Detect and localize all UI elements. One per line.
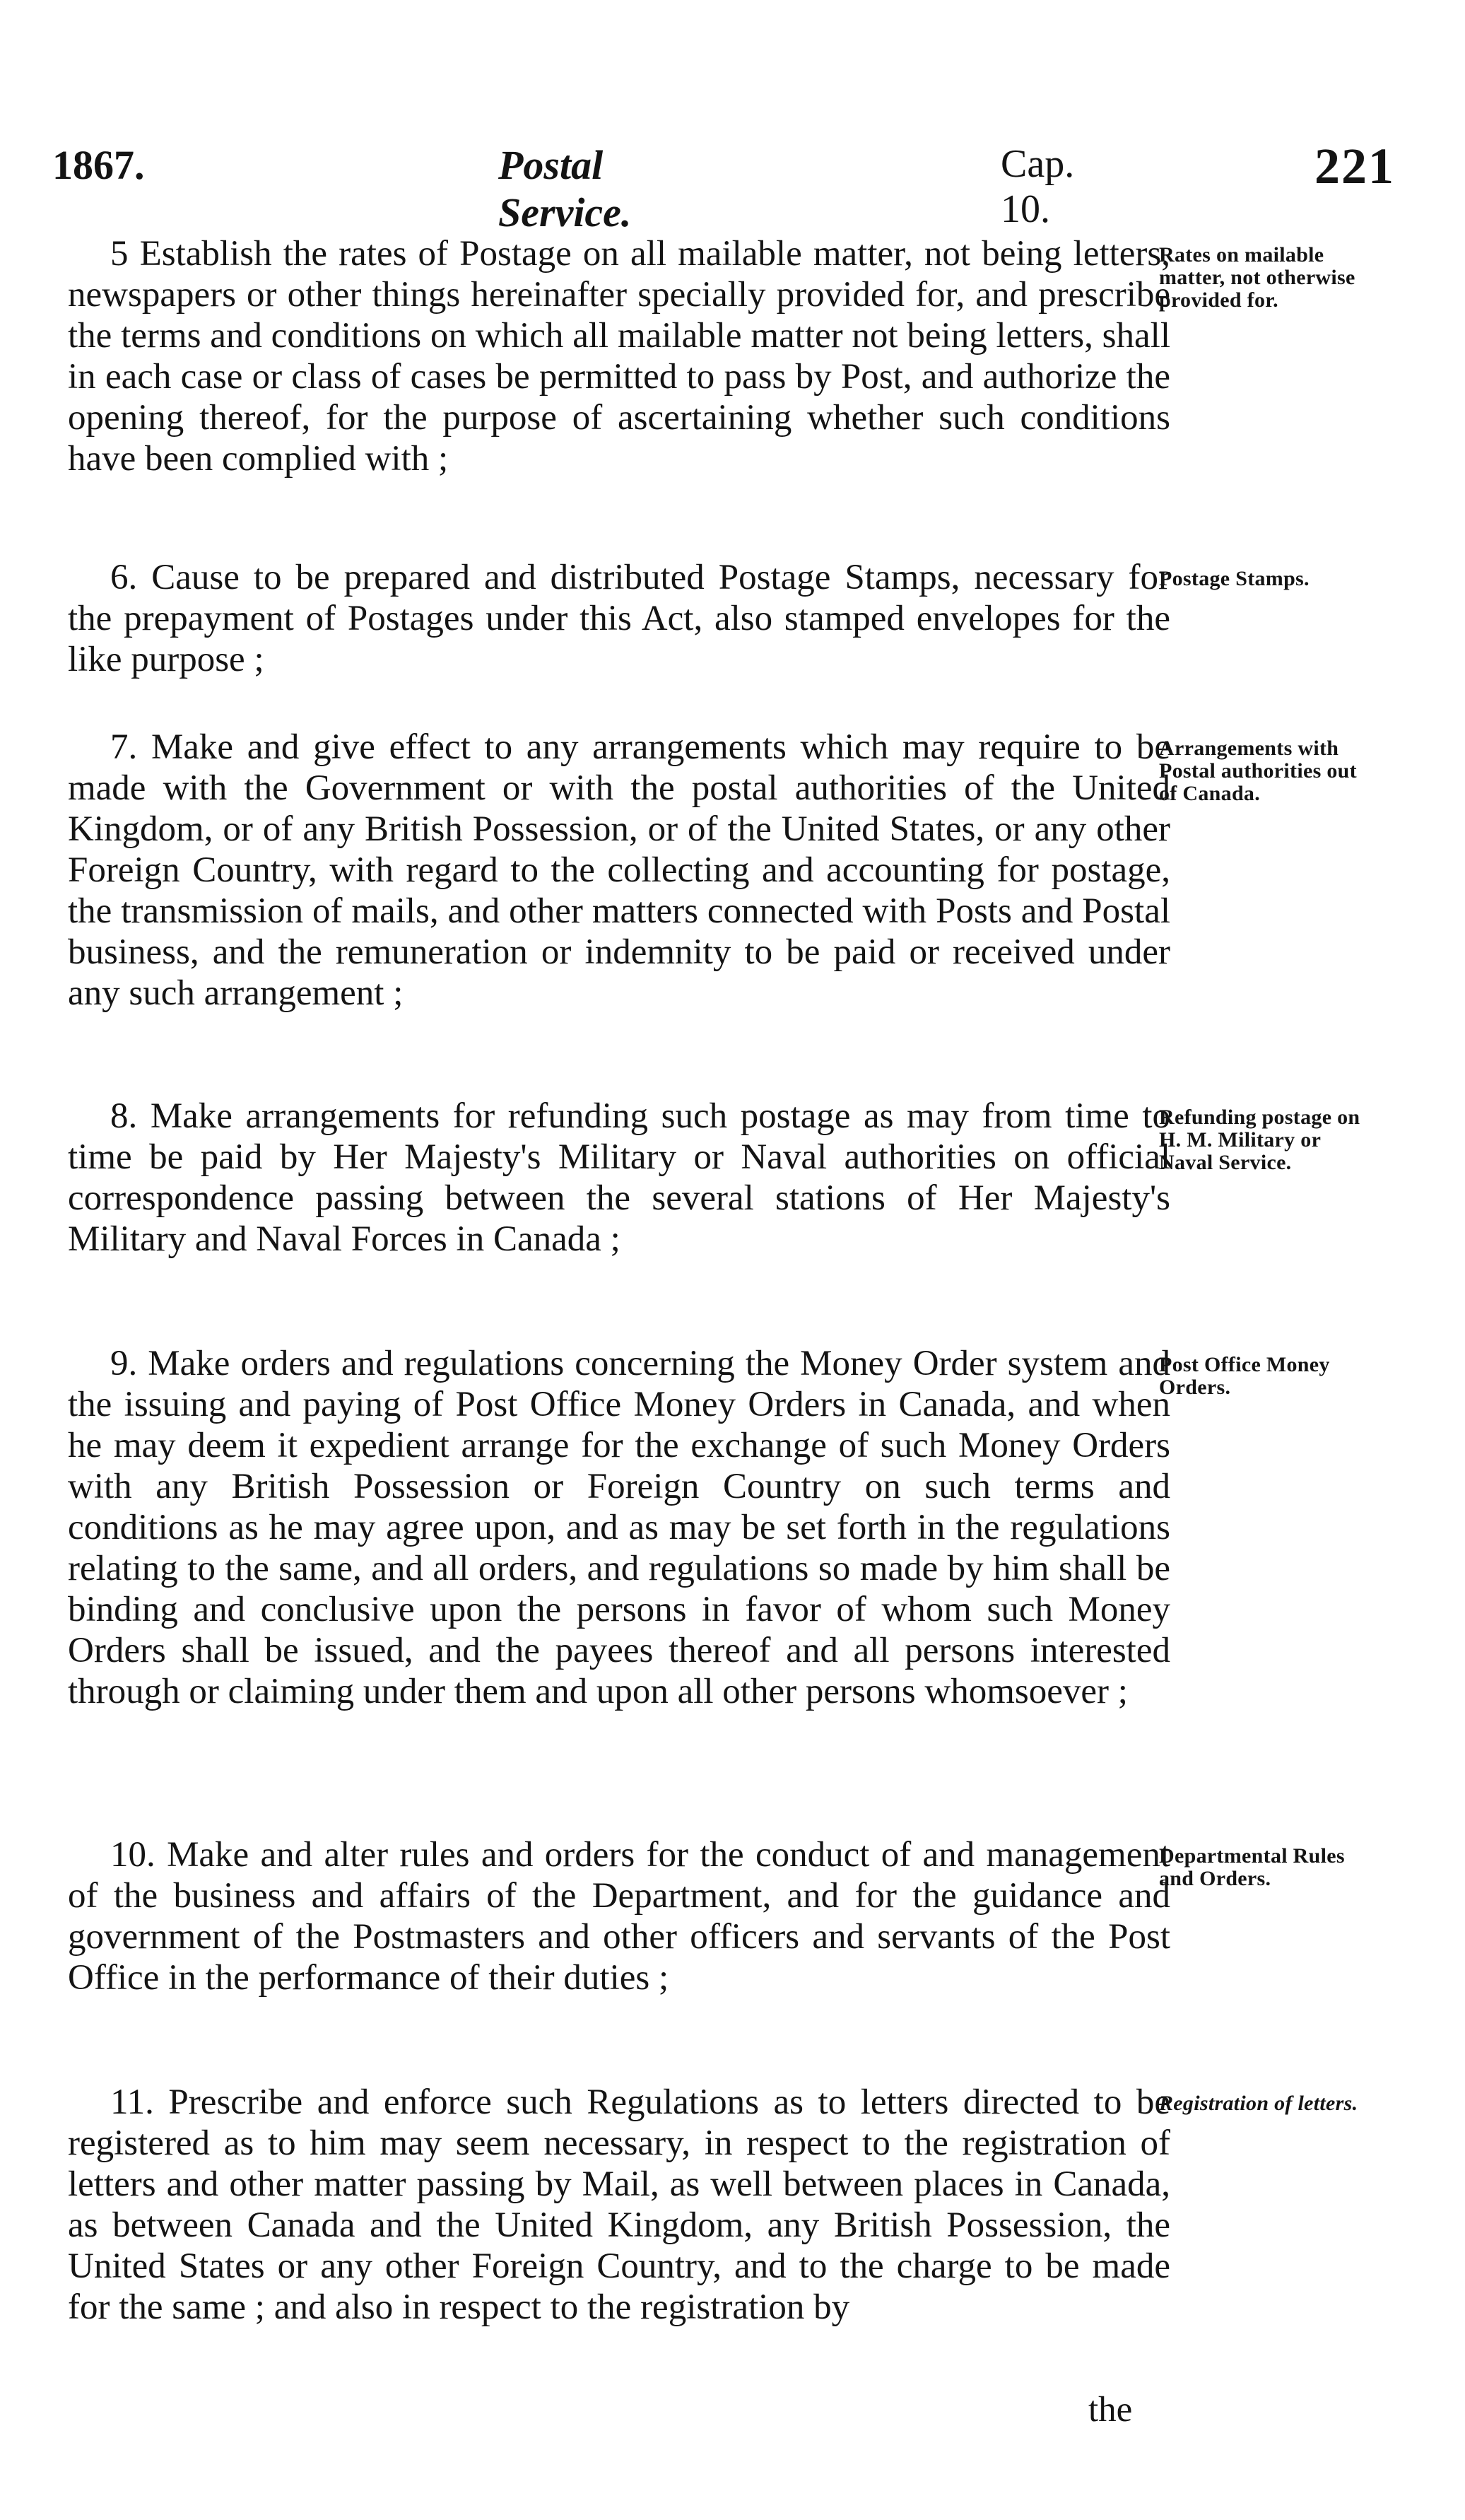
section-10 — [68, 1834, 1170, 1998]
catchword: the — [1088, 2390, 1133, 2430]
section-text: Establish the rates of Postage on all mailable matter, not being letters, newspapers or other things hereinafter specially provided for, and prescribe the terms and conditions on which all mailable matter not being letters, shall in each case or class of cases be permitted to pass by Post, and authorize the opening thereof, for the purpose of ascertaining whether such conditions have been complied with ; — [68, 234, 1171, 479]
header-title: Postal Service. — [498, 142, 632, 235]
section-5 — [68, 233, 1170, 479]
margin-note-8: Refunding postage on H. M. Military or Naval Service. — [1159, 1106, 1360, 1174]
section-text: Make arrangements for refunding such postage as may from time to time be paid by Her Majesty's Military or Naval authorities on official correspondence passing between the several stations of Her Majesty's Military and Naval Forces in Canada ; — [68, 1096, 1170, 1259]
section-number: 6. — [110, 558, 138, 597]
section-text: Make and alter rules and orders for the conduct of and management of the business and affairs of the Department, and for the guidance and government of the Postmasters and other officers and servants of the Post Office in the performance of their duties ; — [68, 1835, 1171, 1998]
section-number: 10. — [110, 1835, 155, 1875]
section-6 — [68, 557, 1170, 680]
section-text: Cause to be prepared and distributed Postage Stamps, necessary for the prepayment of Postages under this Act, also stamped envelopes for the like purpose ; — [68, 558, 1170, 679]
section-text: Make orders and regulations concerning the Money Order system and the issuing and paying of Post Office Money Orders in Canada, and when he may deem it expedient arrange for the exchange of such Money Orders with any British Possession or Foreign Country on such terms and conditions as he may agree upon, and as may be set forth in the regulations relating to the same, and all orders, and regulations so made by him shall be binding and conclusive upon the persons in favor of whom such Money Orders shall be issued, and the payees thereof and all persons interested through or claiming under them and upon all other persons whomsoever ; — [68, 1344, 1170, 1711]
page-number: 221 — [1314, 138, 1395, 194]
margin-note-7: Arrangements with Postal authorities out of Canada. — [1159, 737, 1357, 805]
header-year: 1867. — [52, 142, 145, 188]
margin-note-9: Post Office Money Orders. — [1159, 1353, 1330, 1399]
header-chapter: Cap. 10. — [1001, 142, 1075, 231]
section-number: 8. — [110, 1096, 138, 1136]
margin-note-6: Postage Stamps. — [1159, 567, 1310, 590]
section-number: 11. — [110, 2082, 154, 2122]
section-8 — [68, 1096, 1170, 1260]
section-number: 5 — [110, 234, 129, 274]
margin-note-5: Rates on mailable matter, not otherwise provided for. — [1159, 243, 1355, 312]
section-text: Make and give effect to any arrangements which may require to be made with the Government or with the postal authorities of the United Kingdom, or of any British Possession, or of the United States, or any other Foreign Country, with regard to the collecting and accounting for postage, the transmission of mails, and other matters connected with Posts and Postal business, and the remuneration or indemnity to be paid or received under any such arrangement ; — [68, 727, 1170, 1013]
section-text: Prescribe and enforce such Regulations as to letters directed to be registered as to him may seem necessary, in respect to the registration of letters and other matter passing by Mail, as well between places in Canada, as between Canada and the United Kingdom, any British Possession, the United States or any other Foreign Country, and to the charge to be made for the same ; and also in respect to the registration by — [68, 2082, 1171, 2327]
section-number: 9. — [110, 1344, 138, 1383]
section-9 — [68, 1343, 1170, 1712]
margin-note-11: Registration of letters. — [1159, 2092, 1358, 2115]
section-11 — [68, 2082, 1170, 2328]
section-7 — [68, 727, 1170, 1014]
margin-note-10: Departmental Rules and Orders. — [1159, 1844, 1345, 1890]
section-number: 7. — [110, 727, 138, 767]
